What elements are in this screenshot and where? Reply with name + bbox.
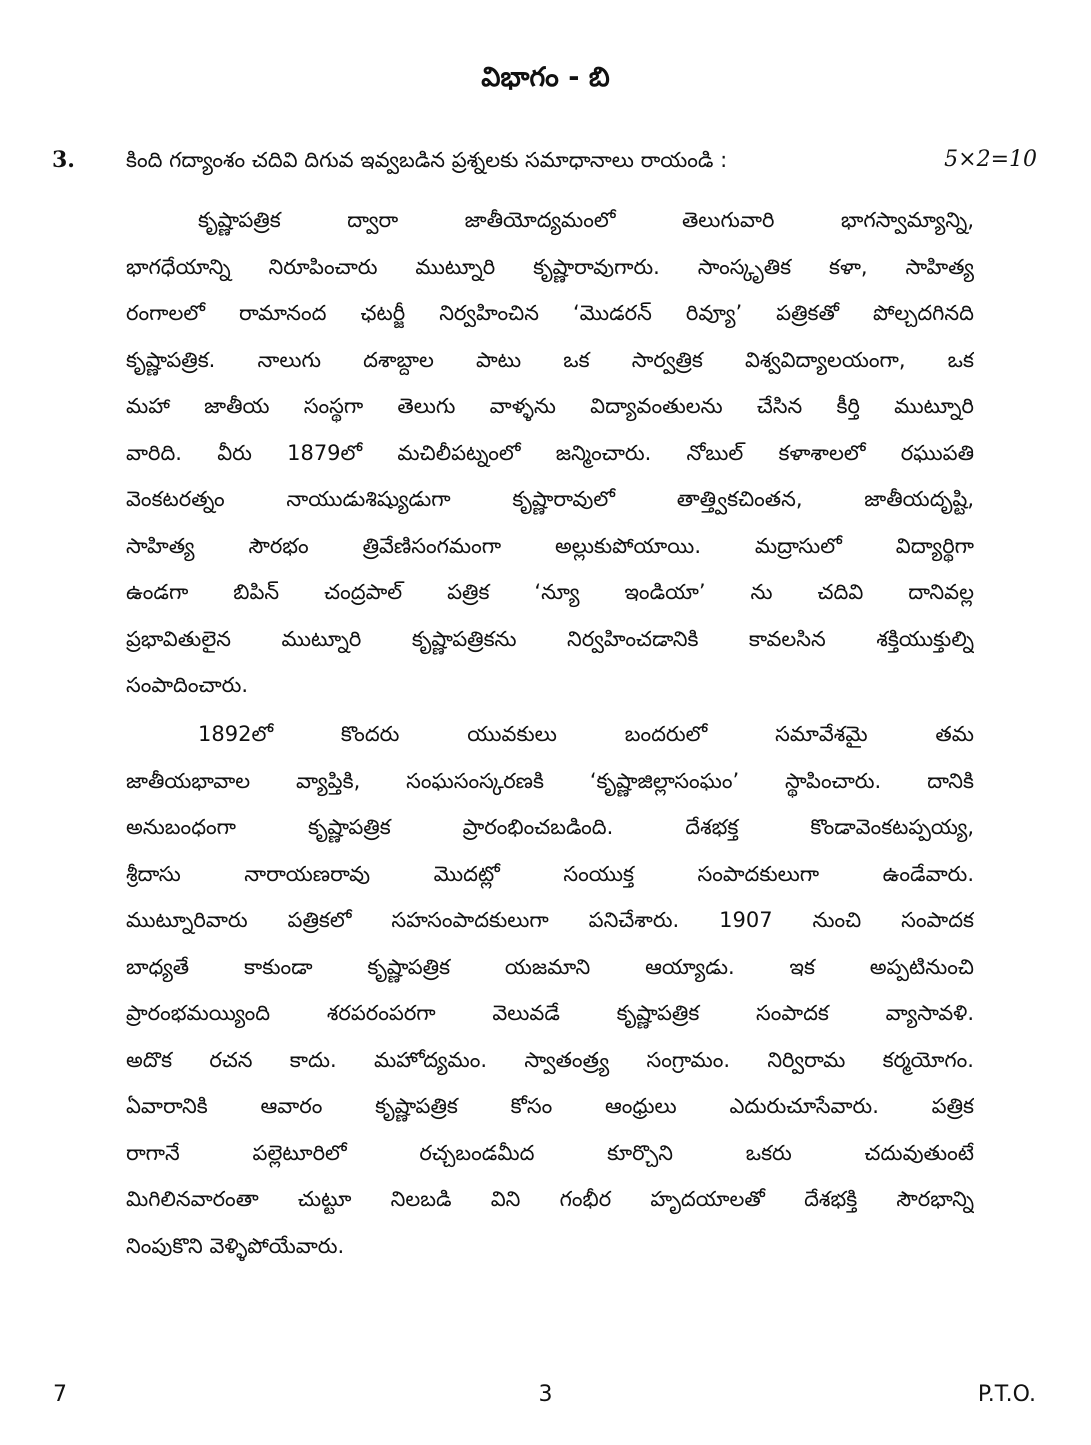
footer-code: 7 [53, 1382, 67, 1407]
passage-line: ఉండగా బిపిన్ చంద్రపాల్ పత్రిక ‘న్యూ ఇండియా’ ను చదివి దానివల్ల [126, 580, 974, 604]
question-instruction: కింది గద్యాంశం చదివి దిగువ ఇవ్వబడిన ప్రశ్నలకు సమాధానాలు రాయండి : [126, 148, 728, 172]
passage-paragraph-1 [126, 202, 974, 714]
passage-line: సాహిత్య సౌరభం త్రివేణిసంగమంగా అల్లుకుపోయాయి. మద్రాసులో విద్యార్థిగా [126, 533, 974, 558]
passage-line: కృష్ణాపత్రిక ద్వారా జాతీయోద్యమంలో తెలుగువారి భాగస్వామ్యాన్ని, [198, 208, 974, 232]
passage-line: మహా జాతీయ సంస్థగా తెలుగు వాళ్ళను విద్యావంతులను చేసిన కీర్తి ముట్నూరి [126, 394, 974, 418]
passage-line: రంగాలలో రామానంద ఛటర్జీ నిర్వహించిన ‘మొడరన్ రివ్యూ’ పత్రికతో పోల్చదగినది [126, 301, 974, 325]
passage-line: మిగిలినవారంతా చుట్టూ నిలబడి విని గంభీర హృదయాలతో దేశభక్తి సౌరభాన్ని [126, 1187, 974, 1211]
passage-line: కృష్ణాపత్రిక. నాలుగు దశాబ్దాల పాటు ఒక సార్వత్రిక విశ్వవిద్యాలయంగా, ఒక [126, 347, 974, 372]
passage-line: అనుబంధంగా కృష్ణాపత్రిక ప్రారంభించబడింది. దేశభక్త కొండావెంకటప్పయ్య, [126, 815, 974, 839]
passage-line: వెంకటరత్నం నాయుడుశిష్యుడుగా కృష్ణారావులో తాత్త్వికచింతన, జాతీయదృష్టి, [126, 487, 974, 511]
passage-line: బాధ్యతే కాకుండా కృష్ణాపత్రిక యజమాని ఆయ్యాడు. ఇక అప్పటినుంచి [126, 954, 974, 979]
passage-line: శ్రీదాసు నారాయణరావు మొదట్లో సంయుక్త సంపాదకులుగా ఉండేవారు. [126, 861, 974, 886]
passage-line: ముట్నూరివారు పత్రికలో సహసంపాదకులుగా పనిచేశారు. 1907 నుంచి సంపాదక [126, 908, 974, 932]
page-number: 3 [538, 1382, 553, 1407]
passage-line: వారిది. వీరు 1879లో మచిలీపట్నంలో జన్మించారు. నోబుల్ కళాశాలలో రఘుపతి [126, 440, 974, 465]
passage-line: భాగధేయాన్ని నిరూపించారు ముట్నూరి కృష్ణారావుగారు. సాంస్కృతిక కళా, సాహిత్య [126, 254, 974, 279]
passage-line: జాతీయభావాల వ్యాప్తికి, సంఘసంస్కరణకి ‘కృష్ణాజిల్లాసంఘం’ స్థాపించారు. దానికి [126, 768, 974, 793]
section-title: విభాగం - బి [481, 62, 610, 93]
passage-line: నింపుకొని వెళ్ళిపోయేవారు. [126, 1233, 345, 1258]
page-turn-note: P.T.O. [977, 1382, 1036, 1407]
question-marks: 5×2=10 [944, 147, 1037, 172]
passage-line: సంపాదించారు. [126, 673, 249, 697]
passage-line: 1892లో కొందరు యువకులు బందరులో సమావేశమై తమ [198, 722, 974, 746]
question-header [52, 142, 1037, 178]
passage-paragraph-2 [126, 716, 974, 1274]
passage-line: ప్రభావితులైన ముట్నూరి కృష్ణాపత్రికను నిర్వహించడానికి కావలసిన శక్తియుక్తుల్ని [126, 626, 974, 651]
passage-line: ఏవారానికి ఆవారం కృష్ణాపత్రిక కోసం ఆంధ్రులు ఎదురుచూసేవారు. పత్రిక [126, 1094, 974, 1118]
passage-line: రాగానే పల్లెటూరిలో రచ్చబండమీద కూర్చొని ఒకరు చదువుతుంటే [126, 1140, 974, 1165]
passage-line: అదొక రచన కాదు. మహోద్యమం. స్వాతంత్ర్య సంగ్రామం. నిర్విరామ కర్మయోగం. [126, 1047, 974, 1072]
question-number: 3. [52, 147, 75, 173]
passage-line: ప్రారంభమయ్యింది శరపరంపరగా వెలువడే కృష్ణాపత్రిక సంపాదక వ్యాసావళి. [126, 1001, 974, 1025]
